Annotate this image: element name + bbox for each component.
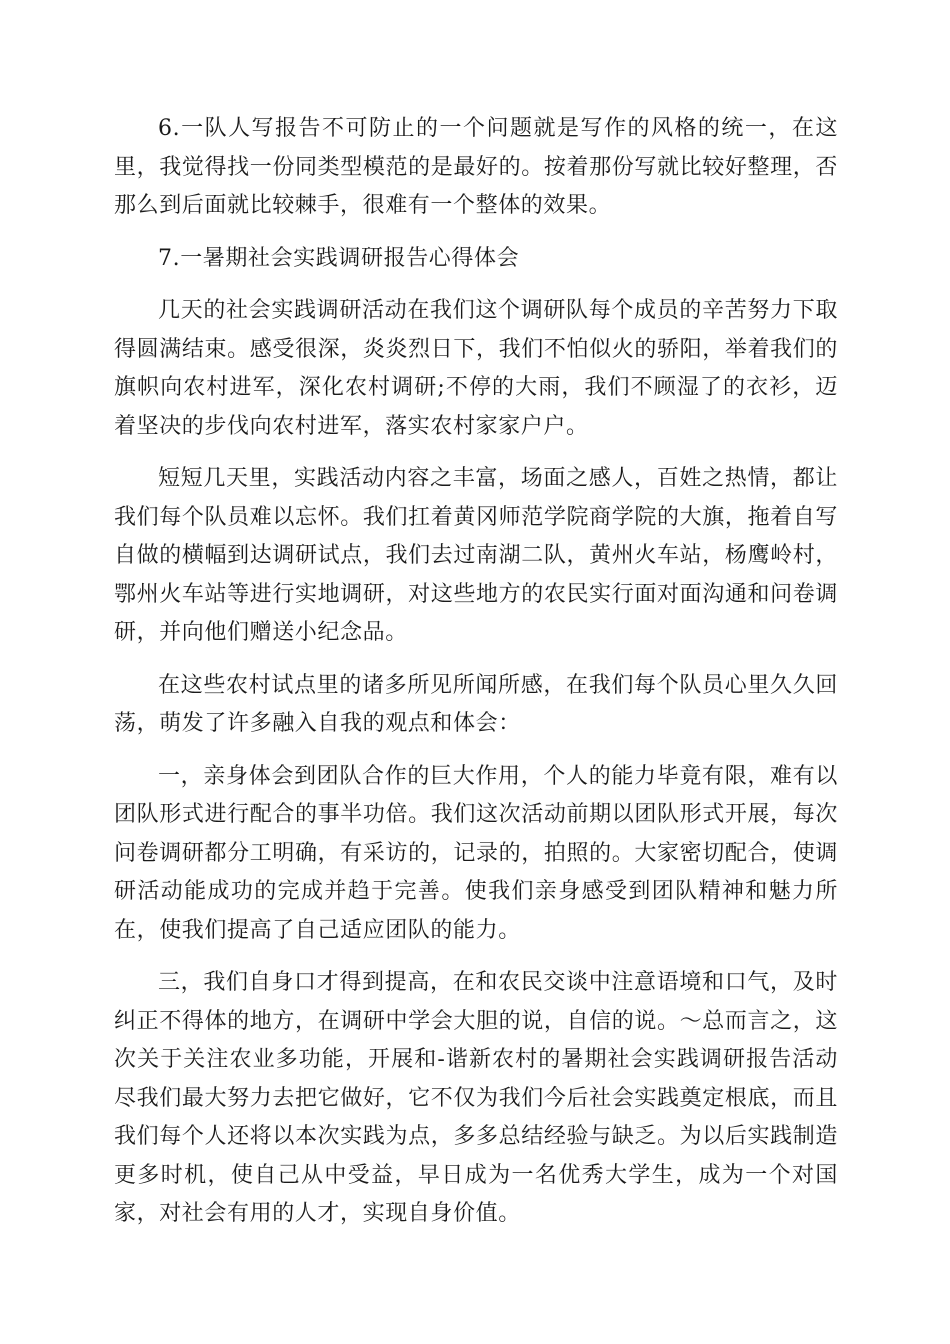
document-body [114, 110, 838, 1248]
paragraph-activities: 短短几天里，实践活动内容之丰富，场面之感人，百姓之热情，都让我们每个队员难以忘怀。我们扛着黄冈师范学院商学院的大旗，拖着自写自做的横幅到达调研试点，我们去过南湖二队，黄州火车站，杨鹰岭村，鄂州火车站等进行实地调研，对这些地方的农民实行面对面沟通和问卷调研，并向他们赠送小纪念品。 [114, 466, 838, 645]
section-heading-7: 7.一暑期社会实践调研报告心得体会 [158, 245, 520, 271]
paragraph-point-three: 三，我们自身口才得到提高，在和农民交谈中注意语境和口气，及时纠正不得体的地方，在调研中学会大胆的说，自信的说。～总而言之，这次关于关注农业多功能，开展和-谐新农村的暑期社会实践调研报告活动尽我们最大努力去把它做好，它不仅为我们今后社会实践奠定根底，而且我们每个人还将以本次实践为点，多多总结经验与缺乏。为以后实践制造更多时机，使自己从中受益，早日成为一名优秀大学生，成为一个对国家，对社会有用的人才，实现自身价值。 [114, 970, 838, 1226]
paragraph-intro: 几天的社会实践调研活动在我们这个调研队每个成员的辛苦努力下取得圆满结束。感受很深，炎炎烈日下，我们不怕似火的骄阳，举着我们的旗帜向农村进军，深化农村调研;不停的大雨，我们不顾湿了的衣衫，迈着坚决的步伐向农村进军，落实农村家家户户。 [114, 298, 838, 439]
paragraph-point-one: 一，亲身体会到团队合作的巨大作用，个人的能力毕竟有限，难有以团队形式进行配合的事半功倍。我们这次活动前期以团队形式开展，每次问卷调研都分工明确，有采访的，记录的，拍照的。大家密切配合，使调研活动能成功的完成并趋于完善。使我们亲身感受到团队精神和魅力所在，使我们提高了自己适应团队的能力。 [114, 763, 838, 943]
paragraph-impressions: 在这些农村试点里的诸多所见所闻所感，在我们每个队员心里久久回荡，萌发了许多融入自我的观点和体会： [114, 672, 838, 736]
paragraph-6: 6.一队人写报告不可防止的一个问题就是写作的风格的统一，在这里，我觉得找一份同类型模范的是最好的。按着那份写就比较好整理，否那么到后面就比较棘手，很难有一个整体的效果。 [114, 116, 838, 218]
